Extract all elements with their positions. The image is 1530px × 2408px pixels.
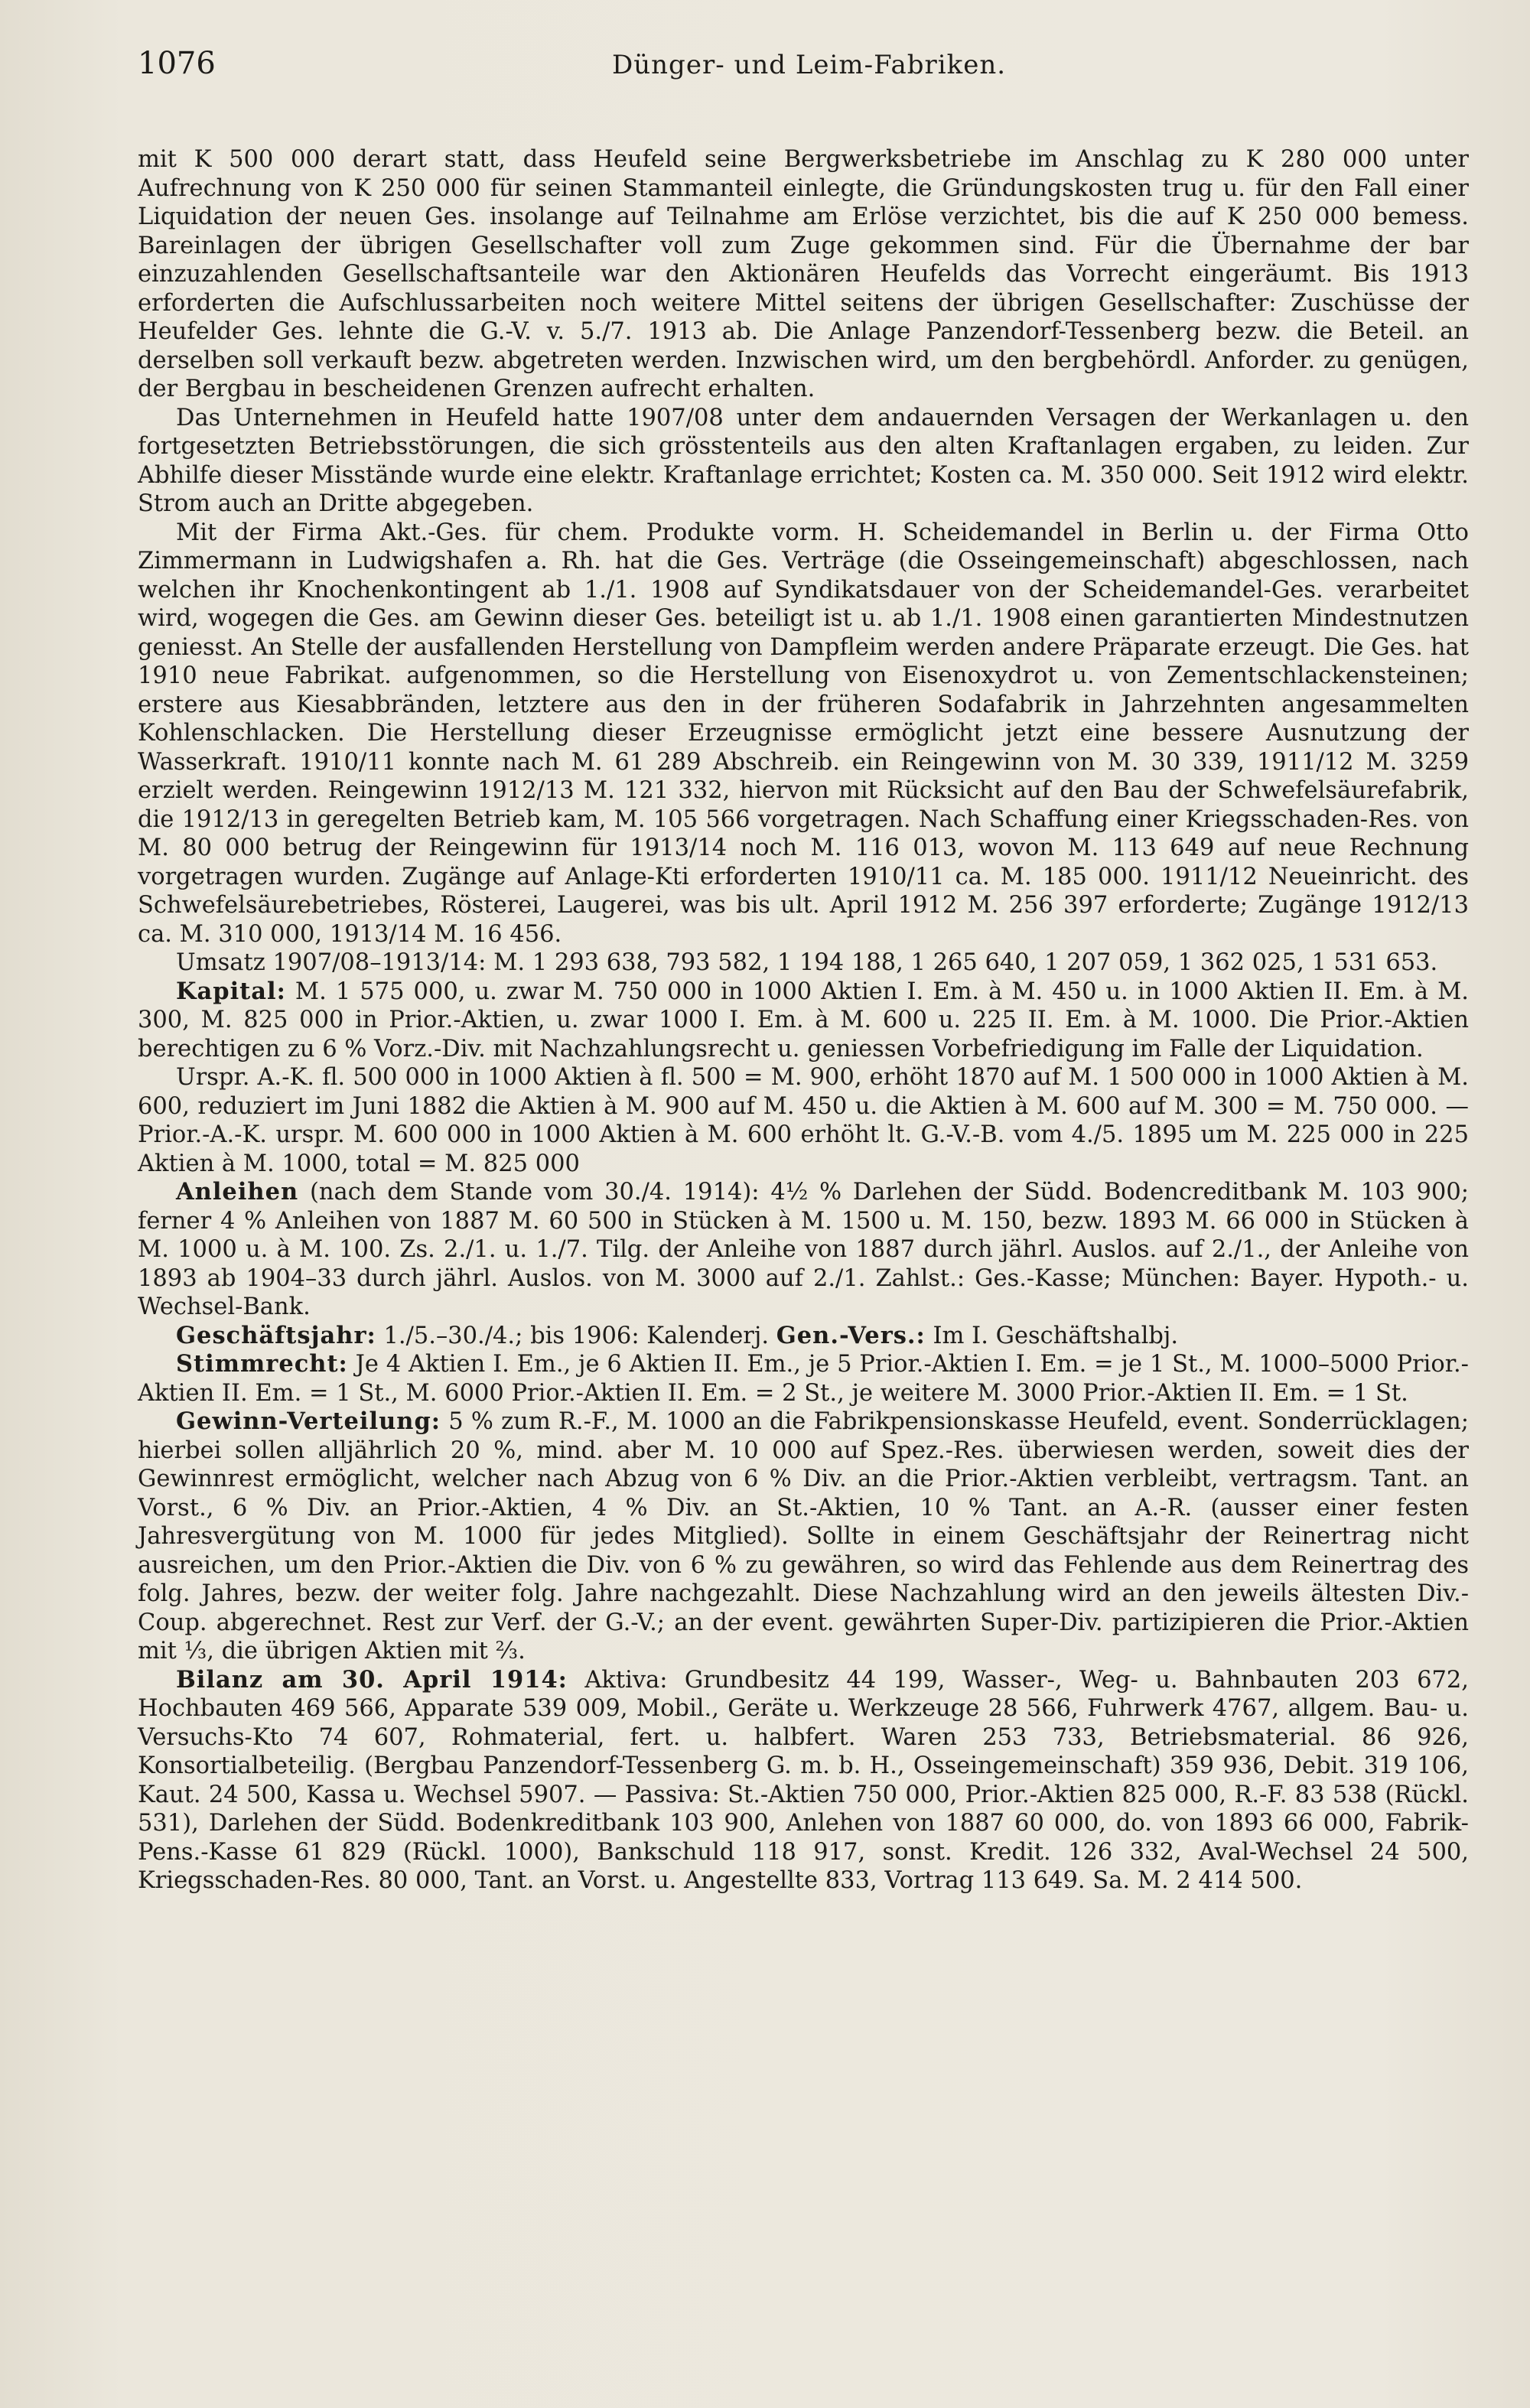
page-header (138, 46, 1476, 92)
paragraph-heufeld-bergbau: mit K 500 000 derart statt, dass Heufeld seine Bergwerksbetriebe im Anschlag zu K 280 000 unter Aufrechnung von K 250 000 für seinen Stammanteil einlegte, die Gründungskosten trug u. für den Fall einer Liquidation der neuen Ges. insolange auf Teilnahme am Erlöse verzichtet, bis die auf K 250 000 bemess. Bareinlagen der übrigen Gesellschafter voll zum Zuge gekommen sind. Für die Übernahme der bar einzuzahlenden Gesellschaftsanteile war den Aktionären Heufelds das Vorrecht eingeräumt. Bis 1913 erforderten die Aufschlussarbeiten noch weitere Mittel seitens der übrigen Gesellschafter: Zuschüsse der Heufelder Ges. lehnte die G.-V. v. 5./7. 1913 ab. Die Anlage Panzendorf-Tessenberg bezw. die Beteil. an derselben soll verkauft bezw. abgetreten werden. Inzwischen wird, um den bergbehördl. Anforder. zu genügen, der Bergbau in bescheidenen Grenzen aufrecht erhalten. (138, 146, 1469, 402)
section-label-kapital: Kapital: (176, 977, 286, 1005)
paragraph-gewinn-verteilung: Gewinn-Verteilung: 5 % zum R.-F., M. 1000 an die Fabrikpensionskasse Heufeld, event. Sonderrücklagen; hierbei sollen alljährlich 20 %, mind. aber M. 10 000 auf Spez.-Res. überwiesen werden, soweit dies der Gewinnrest ermöglicht, welcher nach Abzug von 6 % Div. an die Prior.-Aktien verbleibt, vertragsm. Tant. an Vorst., 6 % Div. an Prior.-Aktien, 4 % Div. an St.-Aktien, 10 % Tant. an A.-R. (ausser einer festen Jahresvergütung von M. 1000 für jedes Mitglied). Sollte in einem Geschäftsjahr der Reinertrag nicht ausreichen, um den Prior.-Aktien die Div. von 6 % zu gewähren, so wird das Fehlende aus dem Reinertrag des folg. Jahres, bezw. der weiter folg. Jahre nachgezahlt. Diese Nachzahlung wird an den jeweils ältesten Div.-Coup. abgerechnet. Rest zur Verf. der G.-V.; an der event. gewährten Super-Div. partizipieren die Prior.-Aktien mit ⅓, die übrigen Aktien mit ⅔. (138, 1407, 1469, 1664)
paragraph-werkanlagen: Das Unternehmen in Heufeld hatte 1907/08 unter dem andauernden Versagen der Werkanlagen u. den fortgesetzten Betriebsstörungen, die sich grösstenteils aus den alten Kraftanlagen ergaben, zu leiden. Zur Abhilfe dieser Misstände wurde eine elektr. Kraftanlage errichtet; Kosten ca. M. 350 000. Seit 1912 wird elektr. Strom auch an Dritte abgegeben. (138, 404, 1469, 517)
paragraph-scheidemandel-vertraege: Mit der Firma Akt.-Ges. für chem. Produkte vorm. H. Scheidemandel in Berlin u. der Firma Otto Zimmermann in Ludwigshafen a. Rh. hat die Ges. Verträge (die Osseingemeinschaft) abgeschlossen, nach welchen ihr Knochenkontingent ab 1./1. 1908 auf Syndikatsdauer von der Scheidemandel-Ges. verarbeitet wird, wogegen die Ges. am Gewinn dieser Ges. beteiligt ist u. ab 1./1. 1908 einen garantierten Mindestnutzen geniesst. An Stelle der ausfallenden Herstellung von Dampfleim werden andere Präparate erzeugt. Die Ges. hat 1910 neue Fabrikat. aufgenommen, so die Herstellung von Eisenoxydrot u. von Zementschlackensteinen; erstere aus Kiesabbränden, letztere aus den in der früheren Sodafabrik in Jahrzehnten angesammelten Kohlenschlacken. Die Herstellung dieser Erzeugnisse ermöglicht jetzt eine bessere Ausnutzung der Wasserkraft. 1910/11 konnte nach M. 61 289 Abschreib. ein Reingewinn von M. 30 339, 1911/12 M. 3259 erzielt werden. Reingewinn 1912/13 M. 121 332, hiervon mit Rücksicht auf den Bau der Schwefelsäurefabrik, die 1912/13 in geregelten Betrieb kam, M. 105 566 vorgetragen. Nach Schaffung einer Kriegsschaden-Res. von M. 80 000 betrug der Reingewinn für 1913/14 noch M. 116 013, wovon M. 113 649 auf neue Rechnung vorgetragen wurden. Zugänge auf Anlage-Kti erforderten 1910/11 ca. M. 185 000. 1911/12 Neueinricht. des Schwefelsäurebetriebes, Rösterei, Laugerei, was bis ult. April 1912 M. 256 397 erforderte; Zugänge 1912/13 ca. M. 310 000, 1913/14 M. 16 456. (138, 519, 1469, 948)
section-label-gewinn-verteilung: Gewinn-Verteilung: (176, 1407, 441, 1435)
body-text (138, 145, 1469, 1895)
paragraph-geschaeftsjahr: Geschäftsjahr: 1./5.–30./4.; bis 1906: Kalenderj. Gen.-Vers.: Im I. Geschäftshalbj. (176, 1321, 1179, 1349)
section-label-stimmrecht: Stimmrecht: (176, 1350, 348, 1378)
section-label-gen-vers: Gen.-Vers.: (776, 1321, 926, 1349)
section-label-bilanz: Bilanz am 30. April 1914: (176, 1665, 568, 1694)
section-label-geschaeftsjahr: Geschäftsjahr: (176, 1321, 376, 1349)
paragraph-bilanz: Bilanz am 30. April 1914: Aktiva: Grundbesitz 44 199, Wasser-, Weg- u. Bahnbauten 203 672, Hochbauten 469 566, Apparate 539 009, Mobil., Geräte u. Werkzeuge 28 566, Fuhrwerk 4767, allgem. Bau- u. Versuchs-Kto 74 607, Rohmaterial, fert. u. halbfert. Waren 253 733, Betriebsmaterial. 86 926, Konsortialbeteilig. (Bergbau Panzendorf-Tessenberg G. m. b. H., Osseingemeinschaft) 359 936, Debit. 319 106, Kaut. 24 500, Kassa u. Wechsel 5907. — Passiva: St.-Aktien 750 000, Prior.-Aktien 825 000, R.-F. 83 538 (Rückl. 531), Darlehen der Südd. Bodenkreditbank 103 900, Anlehen von 1887 60 000, do. von 1893 66 000, Fabrik-Pens.-Kasse 61 829 (Rückl. 1000), Bankschuld 118 917, sonst. Kredit. 126 332, Aval-Wechsel 24 500, Kriegsschaden-Res. 80 000, Tant. an Vorst. u. Angestellte 833, Vortrag 113 649. Sa. M. 2 414 500. (138, 1665, 1469, 1894)
paragraph-kapital-history: Urspr. A.-K. fl. 500 000 in 1000 Aktien à fl. 500 = M. 900, erhöht 1870 auf M. 1 500 000 in 1000 Aktien à M. 600, reduziert im Juni 1882 die Aktien à M. 900 auf M. 450 u. die Aktien à M. 600 auf M. 300 = M. 750 000. — Prior.-A.-K. urspr. M. 600 000 in 1000 Aktien à M. 600 erhöht lt. G.-V.-B. vom 4./5. 1895 um M. 225 000 in 225 Aktien à M. 1000, total = M. 825 000 (138, 1064, 1469, 1177)
section-label-anleihen: Anleihen (176, 1178, 299, 1206)
paragraph-stimmrecht: Stimmrecht: Je 4 Aktien I. Em., je 6 Aktien II. Em., je 5 Prior.-Aktien I. Em. = je 1 St., M. 1000–5000 Prior.-Aktien II. Em. = 1 St., M. 6000 Prior.-Aktien II. Em. = 2 St., je weitere M. 3000 Prior.-Aktien II. Em. = 1 St. (138, 1350, 1469, 1407)
page-number: 1076 (138, 46, 216, 81)
paragraph-anleihen: Anleihen (nach dem Stande vom 30./4. 1914): 4½ % Darlehen der Südd. Bodencreditbank M. 103 900; ferner 4 % Anleihen von 1887 M. 60 500 in Stücken à M. 1500 u. M. 150, bezw. 1893 M. 66 000 in Stücken à M. 1000 u. à M. 100. Zs. 2./1. u. 1./7. Tilg. der Anleihe von 1887 durch jährl. Auslos. auf 2./1., der Anleihe von 1893 ab 1904–33 durch jährl. Auslos. von M. 3000 auf 2./1. Zahlst.: Ges.-Kasse; München: Bayer. Hypoth.- u. Wechsel-Bank. (138, 1178, 1469, 1320)
paragraph-kapital: Kapital: M. 1 575 000, u. zwar M. 750 000 in 1000 Aktien I. Em. à M. 450 u. in 1000 Aktien II. Em. à M. 300, M. 825 000 in Prior.-Aktien, u. zwar 1000 I. Em. à M. 600 u. 225 II. Em. à M. 1000. Die Prior.-Aktien berechtigen zu 6 % Vorz.-Div. mit Nachzahlungsrecht u. geniessen Vorbefriedigung im Falle der Liquidation. (138, 977, 1469, 1062)
running-title: Dünger- und Leim-Fabriken. (612, 50, 1007, 80)
paragraph-umsatz: Umsatz 1907/08–1913/14: M. 1 293 638, 793 582, 1 194 188, 1 265 640, 1 207 059, 1 362 025, 1 531 653. (176, 949, 1438, 976)
